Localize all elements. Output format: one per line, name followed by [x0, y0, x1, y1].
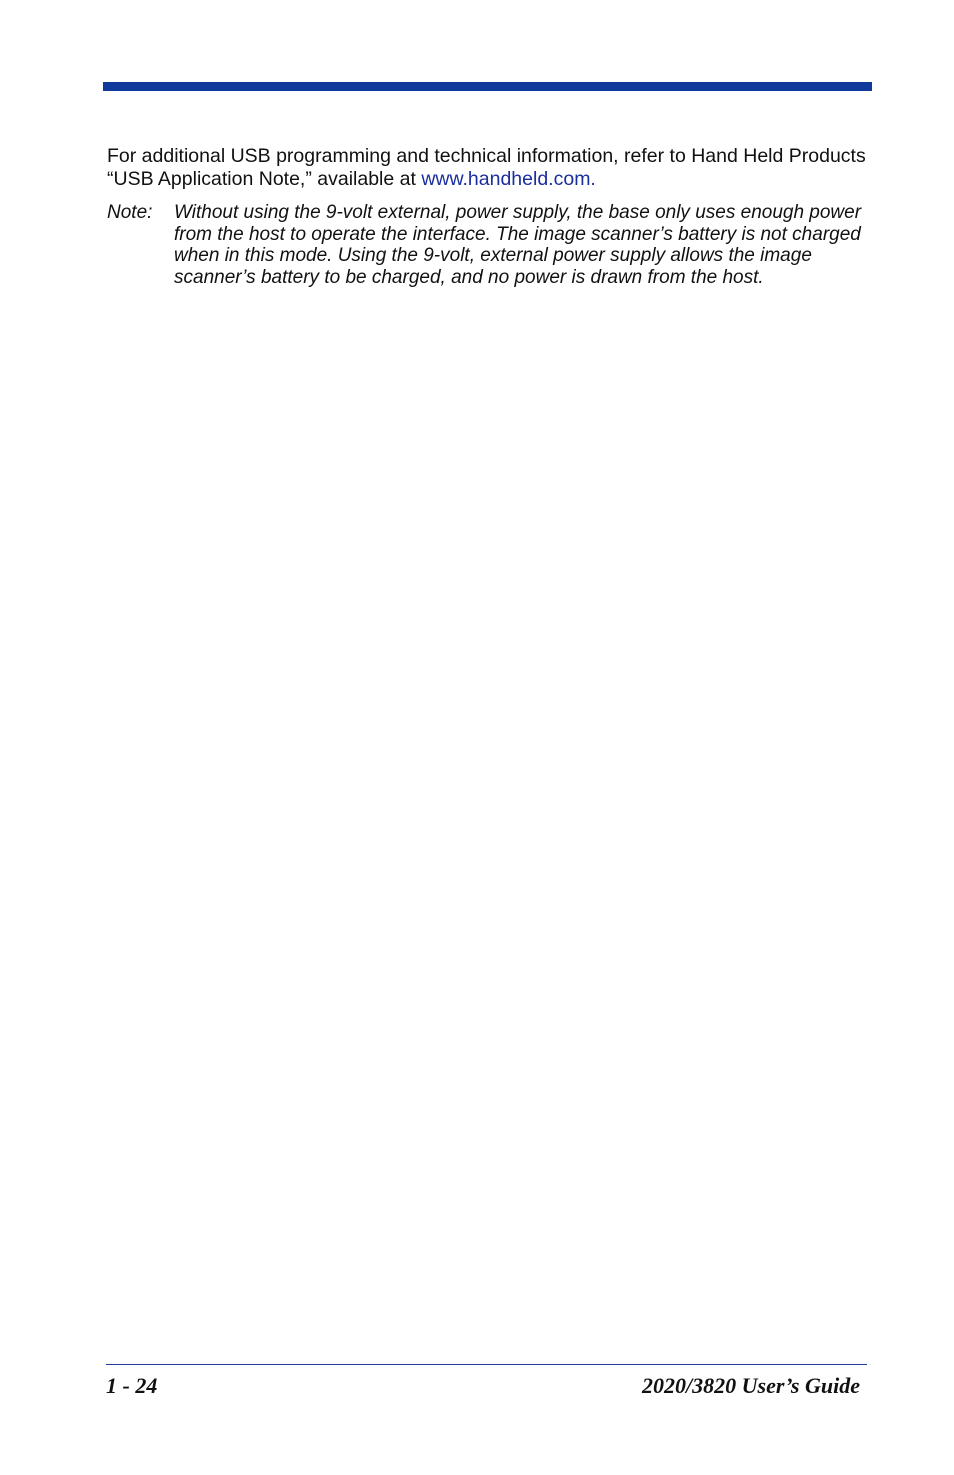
page-content [107, 145, 867, 289]
note-label: Note: [107, 202, 153, 223]
handheld-website-link[interactable]: www.handheld.com. [421, 168, 596, 190]
footer-rule [106, 1364, 867, 1365]
usb-info-paragraph [107, 145, 867, 191]
header-rule-bar [103, 82, 872, 91]
page-number: 1 - 24 [106, 1373, 158, 1398]
usb-info-text: For additional USB programming and technical information, refer to Hand Held Products “USB Application Note,” available at [107, 145, 866, 190]
note-text: Without using the 9-volt external, power supply, the base only uses enough power from the host to operate the interface. The image scanner’s battery is not charged when in this mode. Using the 9-volt, external power supply allows the image scanner’s battery to be charged, and no power is drawn from the host. [174, 202, 862, 289]
power-supply-note [107, 202, 867, 289]
guide-title: 2020/3820 User’s Guide [642, 1373, 860, 1398]
